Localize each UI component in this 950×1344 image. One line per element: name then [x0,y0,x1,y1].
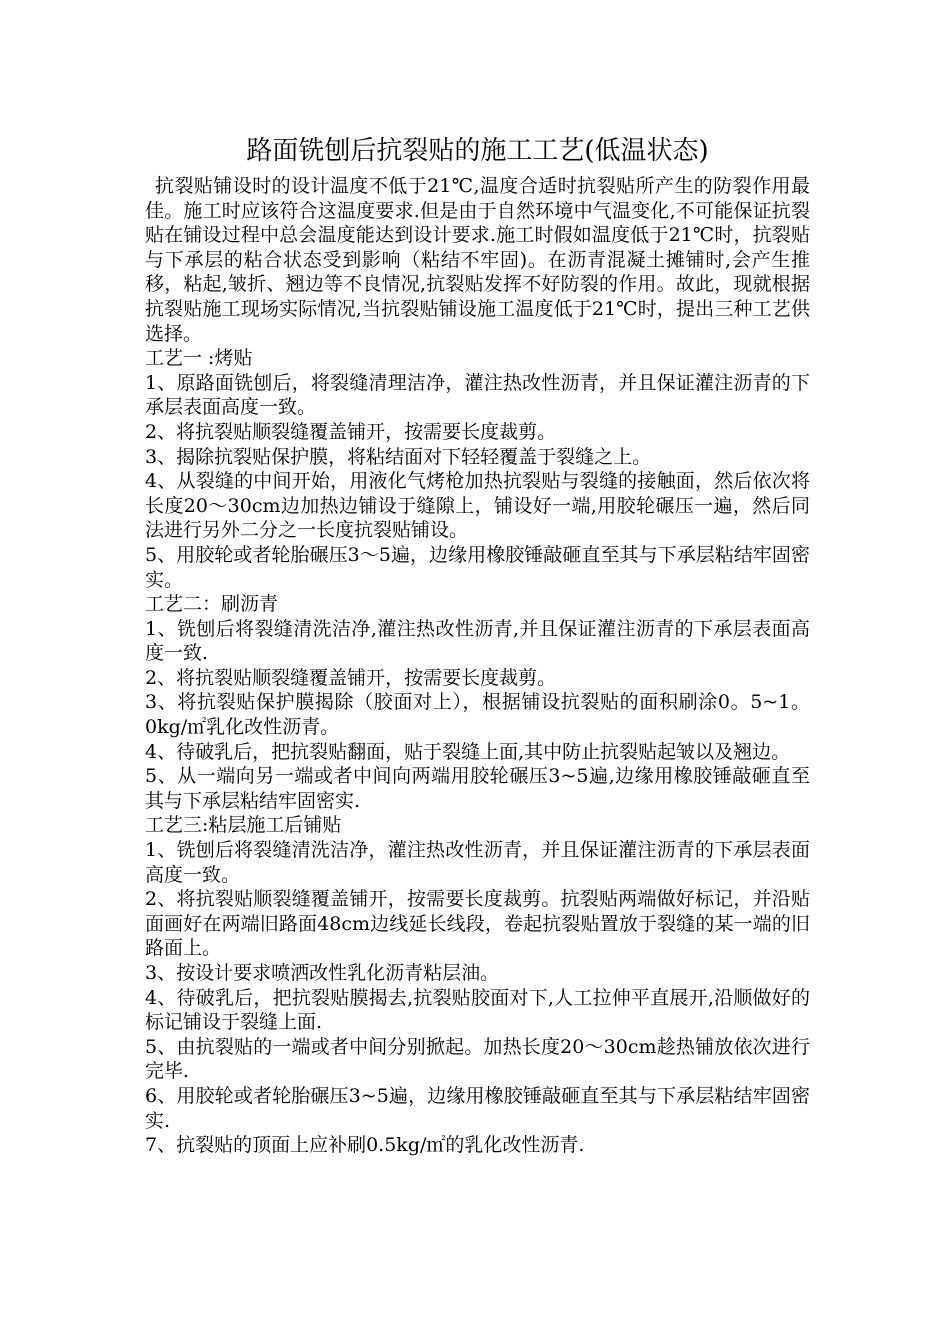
process-one-step-4: 4、从裂缝的中间开始，用液化气烤枪加热抗裂贴与裂缝的接触面，然后依次将长度20～30cm边加热边铺设于缝隙上，铺设好一端,用胶轮碾压一遍，然后同法进行另外二分之一长度抗裂贴铺设。 [145,470,810,542]
process-two-step-1: 1、铣刨后将裂缝清洗洁净,灌注热改性沥青,并且保证灌注沥青的下承层表面高度一致. [145,617,810,665]
process-three-step-3: 3、按设计要求喷洒改性乳化沥青粘层油。 [145,962,500,984]
document-title: 路面铣刨后抗裂贴的施工工艺(低温状态) [246,136,709,166]
process-one-step-2: 2、将抗裂贴顺裂缝覆盖铺开，按需要长度裁剪。 [145,420,557,443]
process-one-step-3: 3、揭除抗裂贴保护膜，将粘结面对下轻轻覆盖于裂缝之上。 [145,445,652,468]
process-one-step-1: 1、原路面铣刨后，将裂缝清理洁净，灌注热改性沥青，并且保证灌注沥青的下承层表面高度一致。 [145,371,810,419]
process-three-step-7: 7、抗裂贴的顶面上应补刷0.5kg/㎡的乳化改性沥青. [145,1134,585,1157]
process-three-step-5: 5、由抗裂贴的一端或者中间分别掀起。加热长度20～30cm趁热铺放依次进行完毕. [145,1035,810,1083]
process-three-heading: 工艺三:粘层施工后铺贴 [145,814,342,837]
process-three-step-2: 2、将抗裂贴顺裂缝覆盖铺开，按需要长度裁剪。抗裂贴两端做好标记，并沿贴面画好在两端旧路面48cm边线延长线段，卷起抗裂贴置放于裂缝的某一端的旧路面上。 [145,888,810,960]
process-three-step-1: 1、铣刨后将裂缝清洗洁净，灌注热改性沥青，并且保证灌注沥青的下承层表面高度一致。 [145,839,810,886]
document-page [145,132,810,1158]
process-three-step-4: 4、待破乳后，把抗裂贴膜揭去,抗裂贴胶面对下,人工拉伸平直展开,沿顺做好的标记铺设于裂缝上面. [145,986,810,1034]
process-one-step-5: 5、用胶轮或者轮胎碾压3～5遍，边缘用橡胶锤敲砸直至其与下承层粘结牢固密实。 [145,543,810,591]
intro-paragraph: 抗裂贴铺设时的设计温度不低于21℃,温度合适时抗裂贴所产生的防裂作用最佳。施工时应该符合这温度要求.但是由于自然环境中气温变化,不可能保证抗裂贴在铺设过程中总会温度能达到设计要求.施工时假如温度低于21℃时，抗裂贴与下承层的粘合状态受到影响（粘结不牢固)。在沥青混凝土摊铺时,会产生推移，粘起,皱折、翘边等不良情况,抗裂贴发挥不好防裂的作用。故此，现就根据抗裂贴施工现场实际情况,当抗裂贴铺设施工温度低于21℃时，提出三种工艺供选择。 [145,175,810,345]
process-two-step-5: 5、从一端向另一端或者中间向两端用胶轮碾压3~5遍,边缘用橡胶锤敲砸直至其与下承层粘结牢固密实. [145,765,810,812]
process-three-step-6: 6、用胶轮或者轮胎碾压3~5遍，边缘用橡胶锤敲砸直至其与下承层粘结牢固密实. [145,1084,810,1132]
process-one-heading: 工艺一 :烤贴 [145,347,253,370]
process-two-step-3: 3、将抗裂贴保护膜揭除（胶面对上），根据铺设抗裂贴的面积刷涂0。5~1。0kg/㎡乳化改性沥青。 [145,691,810,739]
document-body [145,174,810,1158]
process-two-step-2: 2、将抗裂贴顺裂缝覆盖铺开，按需要长度裁剪。 [145,666,557,689]
process-two-heading: 工艺二：刷沥青 [145,593,279,616]
process-two-step-4: 4、待破乳后，把抗裂贴翻面，贴于裂缝上面,其中防止抗裂贴起皱以及翘边。 [145,740,791,763]
